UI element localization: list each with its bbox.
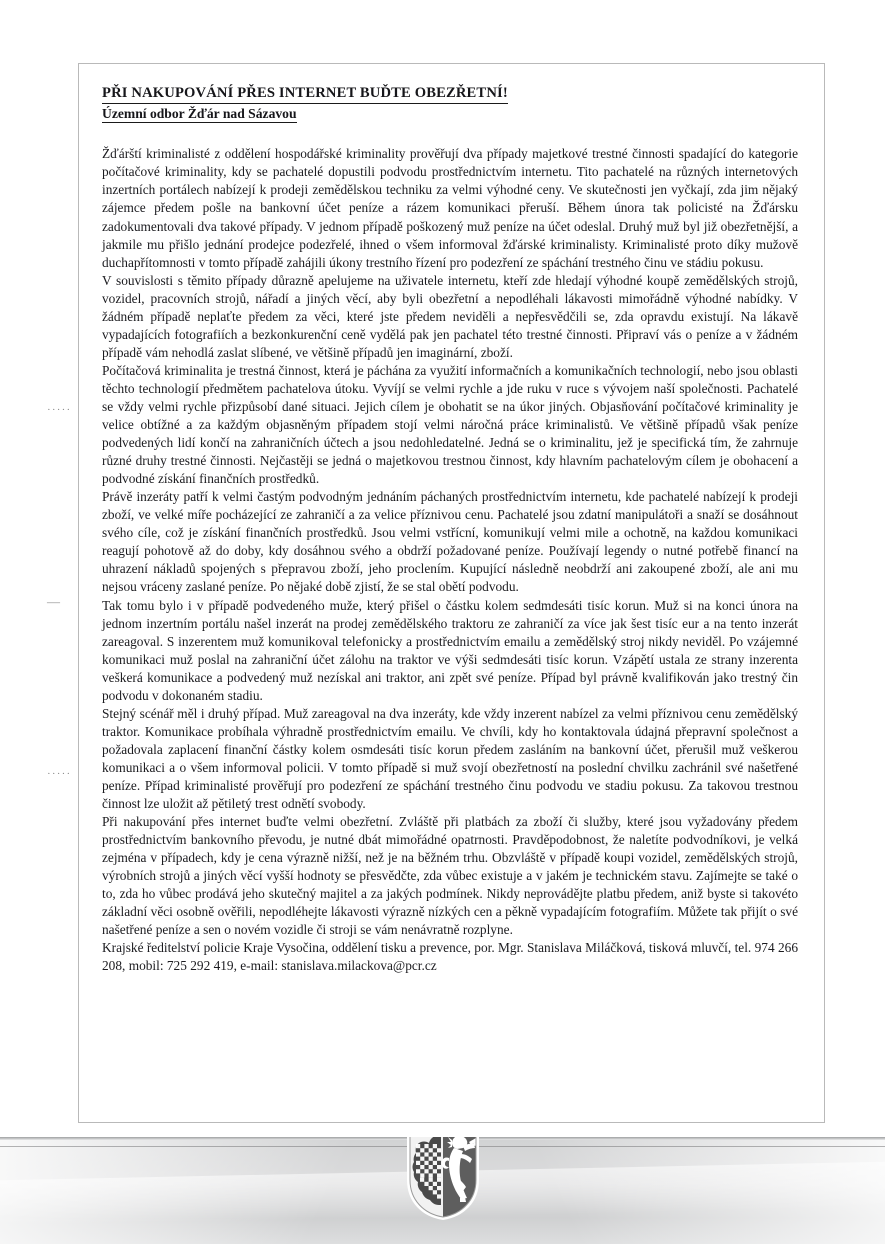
revision-mark-dash: — (47, 594, 60, 609)
page-title: PŘI NAKUPOVÁNÍ PŘES INTERNET BUĎTE OBEZŘETNÍ! (102, 84, 508, 104)
document-content-area (102, 84, 798, 976)
document-page (78, 63, 825, 1123)
footer-decorative-band (0, 1137, 885, 1244)
paragraph-2: V souvislosti s těmito případy důrazně apelujeme na uživatele internetu, kteří zde hledají výhodné koupě zemědělských strojů, vozidel, pracovních strojů, nářadí a jiných věcí, aby byli obezřetní a nepodléhali lákavosti mimořádně výhodné nabídky. V žádném případě neplaťte předem za věci, které jste předem neviděli a nepřesvědčili se, zda opravdu existují. Na lákavě vypadajících fotografiích a bezkonkurenční ceně vydělá pak jen pachatel této trestné činnosti. Připraví vás o peníze a v žádném případě vám nehodlá zaslat slíbené, ve většině případů jen imaginární, zboží. (102, 272, 798, 360)
document-heading-block (102, 84, 798, 123)
page-top-whitespace (0, 0, 885, 63)
revision-mark-dotted-lower: ····· (47, 768, 72, 780)
paragraph-4: Právě inzeráty patří k velmi častým podvodným jednáním páchaných prostřednictvím internetu, kde pachatelé nabízejí k prodeji zboží, ve velké míře pocházející ze zahraničí a za velice příznivou cenu. Pachatelé jsou zdatní manipulátoři a snaží se dosáhnout svého cíle, což je získání finančních prostředků. Jsou velmi vstřícní, komunikují velmi mile a ochotně, na každou komunikaci reagují pohotově až do doby, kdy dosáhnou svého a obdrží požadované peníze. Používají legendy o nutné potřebě financí na uhrazení nákladů spojených s přepravou zboží, jeho proclením. Kupující následně neobdrží ani zakoupené zboží, ale ani mu nejsou vráceny zaslané peníze. Po nějaké době zjistí, že se stal obětí podvodu. (102, 489, 798, 595)
paragraph-5: Tak tomu bylo i v případě podvedeného muže, který přišel o částku kolem sedmdesáti tisíc korun. Muž si na konci února na jednom inzertním portálu našel inzerát na prodej zemědělského traktoru ze zahraničí za více jak šest tisíc eur a na tento inzerát zareagoval. S inzerentem muž komunikoval telefonicky a prostřednictvím emailu a zemědělský stroj nikdy neviděl. Po vzájemné komunikaci muž poslal na zahraniční účet zálohu na traktor ve výši sedmdesáti tisíc korun. Vzápětí ustala ze strany inzerenta veškerá komunikace a podvedený muž nezískal ani traktor, ani zpět své peníze. Případ byl právně kvalifikován jako trestný čin podvodu v dokonaném stadiu. (102, 597, 798, 703)
paragraph-7: Při nakupování přes internet buďte velmi obezřetní. Zvláště při platbách za zboží či služby, které jsou vyžadovány předem prostřednictvím bankovního převodu, je nutné dbát mimořádné opatrnosti. Pravděpodobnost, že naletíte podvodníkovi, je velká zejména v případech, kdy je cena výrazně nižší, než je na běžném trhu. Obzvláště v případě koupi vozidel, zemědělských strojů, výrobních strojů a jiných věcí vyšší hodnoty se přesvědčte, zda vůbec existuje a v jakém je technickém stavu. Zajímejte se také o to, zda ho vůbec prodává jeho skutečný majitel a za jakých podmínek. Nikdy neprovádějte platbu předem, aniž byste si takovéto základní věci osobně ověřili, nepodléhejte lákavosti výrazně nízkých cen a pěkně vypadajícím fotografiím. Můžete tak přijít o své našetřené peníze a sen o novém vozidle či stroji se vám nenávratně rozplyne. (102, 814, 798, 938)
czech-police-coat-of-arms-icon (407, 1137, 479, 1220)
page-subtitle: Územní odbor Žďár nad Sázavou (102, 105, 297, 124)
revision-mark-dotted-upper: ····· (47, 404, 72, 416)
paragraph-3: Počítačová kriminalita je trestná činnost, která je páchána za využití informačních a komunikačních technologií, nebo jsou oblasti těchto technologií předmětem pachatelova útoku. Vyvíjí se velmi rychle a jde ruku v ruce s vývojem naší společnosti. Pachatelé se vždy velmi rychle přizpůsobí dané situaci. Jejich cílem je obohatit se na úkor jiných. Objasňování počítačové kriminality je velice obtížné a za každým objasněným případem stojí velmi náročná práce kriminalistů. Ve většině případů však peníze podvedených lidí končí na zahraničních účtech a jsou nedohledatelné. Jedná se o kriminalitu, jež je specifická tím, že zahrnuje různé druhy trestné činnosti. Nejčastěji se jedná o majetkovou trestnou činnost, kdy hlavním pachatelovým cílem je obohacení a podvodné získání finančních prostředků. (102, 362, 798, 487)
contact-paragraph: Krajské ředitelství policie Kraje Vysočina, oddělení tisku a prevence, por. Mgr. Stanislava Miláčková, tisková mluvčí, tel. 974 266 208, mobil: 725 292 419, e-mail: stanislava.milackova@pcr.cz (102, 940, 798, 974)
paragraph-1: Žďárští kriminalisté z oddělení hospodářské kriminality prověřují dva případy majetkové trestné činnosti spadající do kategorie počítačové kriminality, kdy se pachatelé dopustili podvodu prostřednictvím internetu. Tito pachatelé na různých internetových inzertních portálech nabízejí k prodeji zemědělskou techniku za velmi výhodné ceny. Ve skutečnosti jen vyčkají, zda jim nějaký zájemce předem pošle na bankovní účet peníze a rázem komunikaci přeruší. Během února tak policisté na Žďársku zadokumentovali dva takové případy. V jednom případě poškozený muž peníze na účet odeslal. Druhý muž byl již obezřetnější, a jakmile mu přišlo jednání prodejce podezřelé, ihned o všem informoval žďárské kriminalisty. Kriminalisté proto díky mužově duchapřítomnosti v tomto případě zahájili úkony trestního řízení pro podezření ze spáchání trestného činu ve stádiu pokusu. (102, 146, 798, 270)
article-body (102, 145, 798, 975)
paragraph-6: Stejný scénář měl i druhý případ. Muž zareagoval na dva inzeráty, kde vždy inzerent nabízel za velmi příznivou cenu zemědělský traktor. Komunikace probíhala výhradně prostřednictvím emailu. Ve chvíli, kdy ho kontaktovala údajná přepravní společnost a požadovala zaplacení finanční částky kolem osmdesáti tisíc korun předem zasláním na bankovní účet, přerušil muž veškerou komunikaci a o všem informoval policii. V tomto případě si muž svojí obezřetností na poslední chvilku zachránil své našetřené peníze. Případ kriminalisté prověřují pro podezření ze spáchání trestného činu podvodu ve stadiu pokusu. Za takovou trestnou činnost lze uložit až pětiletý trest odnětí svobody. (102, 705, 798, 812)
